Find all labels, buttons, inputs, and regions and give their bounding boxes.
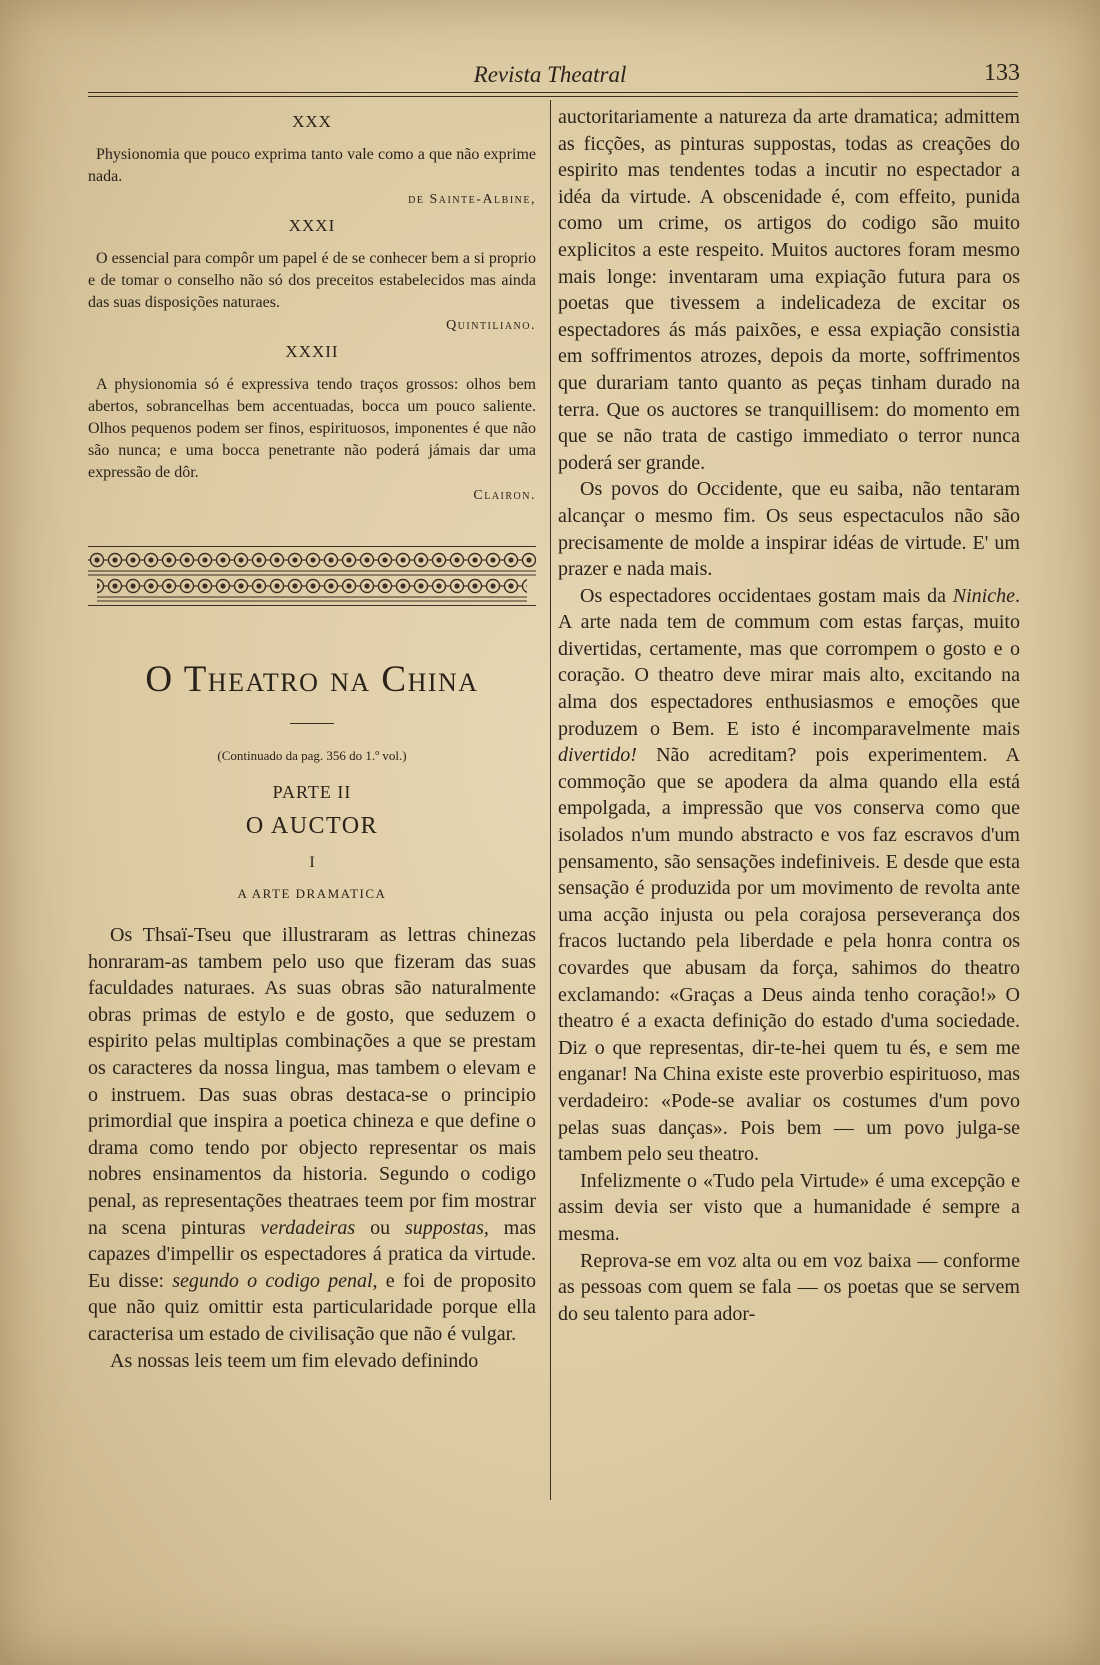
quote-text: O essencial para compôr um papel é de se conhecer bem a si proprio e de tomar o conselho não só dos preceitos estabelecidos mas ainda das suas disposições naturaes. (88, 250, 536, 311)
decorative-ornament-band (88, 546, 536, 606)
quote-author: Clairon. (473, 488, 536, 503)
article-paragraph: auctoritariamente a natureza da arte dramatica; admittem as ficções, as pinturas suppostas, todas as creações do espirito mas tendentes todas a incutir no espectador a idéa da virtude. A obscenidade é, com effeito, punida como um crime, os artigos do codigo são muito explicitos a este respeito. Muitos auctores foram mesmo mais longe: inventaram uma expiação futura para os poetas que tivessem a indelicadeza de excitar os espectadores ás más paixões, e essa expiação consistia em soffrimentos atrozes, depois da morte, soffrimentos que durariam tanto quanto as peças tinham durado na terra. Que os auctores se tranquillisem: do momento em que se não trata de castigo immediato o terror nunca poderá ser grande. (558, 106, 1020, 474)
chapter-subtitle: A ARTE DRAMATICA (237, 886, 387, 901)
quote-author: Quintiliano. (446, 318, 536, 333)
continued-note: (Continuado da pag. 356 do 1.º vol.) (217, 748, 407, 763)
quote-number: XXXII (285, 342, 339, 361)
article-title: O Theatro na China (145, 659, 479, 700)
quote-number: XXXI (288, 216, 336, 235)
ornament-pattern-icon (88, 547, 536, 605)
title-rule (290, 723, 334, 724)
running-header-title: Revista Theatral (473, 62, 627, 87)
article-paragraph: Os povos do Occidente, que eu saiba, não tentaram alcançar o mesmo fim. Os seus espectaculos não são precisamente de molde a inspirar idéas de virtude. E' um prazer e nada mais. (558, 478, 1020, 581)
quote-number: XXX (292, 112, 332, 131)
article-paragraph: Reprova-se em voz alta ou em voz baixa — conforme as pessoas com quem se fala — os poetas que se servem do seu talento para ador- (558, 1249, 1020, 1325)
quote-author: de Sainte-Albine, (408, 192, 536, 207)
column-divider (550, 100, 551, 1500)
header-rule-top (88, 92, 1018, 93)
page-number: 133 (984, 60, 1020, 86)
chapter-number: I (309, 854, 315, 871)
article-paragraph: Os Thsaï-Tseu que illustraram as lettras chinezas honraram-as tambem pelo uso que fizeram das suas faculdades naturaes. As suas obras são naturalmente obras primas de estylo e de gosto, que seduzem o espirito pelas multiplas combinações a que se prestam os caracteres da nossa lingua, mas tambem o elevam e o instruem. Das suas obras destaca-se o principio primordial que inspira a poetica chineza e que define o drama como tendo por objecto representar os mais nobres ensinamentos da historia. Segundo o codigo penal, as representações theatraes teem por fim mostrar na scena pinturas verdadeiras ou suppostas, mas capazes d'impellir os espectadores á pratica da virtude. Eu disse: segundo o codigo penal, e foi de proposito que não quiz omittir esta particularidade porque ella caracterisa um estado de civilisação que não é vulgar. (88, 924, 537, 1345)
article-paragraph: Os espectadores occidentaes gostam mais da Niniche. A arte nada tem de commum com estas farças, muito divertidas, certamente, mas que corrompem o gosto e o coração. O theatro deve mirar mais alto, excitando na alma dos espectadores enthusiasmos e emoções que produzem o Bem. E isto é incomparavelmente mais divertido! Não acreditam? pois experimentem. A commoção que se apodera da alma quando ella está empolgada, a impressão que vos conserva como que isolados n'um mundo abstracto e vos faz escravos d'um pensamento, são sensações indefiniveis. E desde que esta sensação é produzida por um movimento de revolta ante uma acção injusta ou pela corajosa perseverança dos fracos luctando pela liberdade e pela honra contra os covardes que abusam da força, sahimos do theatro exclamando: «Graças a Deus ainda tenho coração!» O theatro é a exacta definição do estado d'uma sociedade. Diz o que representas, dir-te-hei quem tu és, e sem me enganar! Na China existe este proverbio espirituoso, mas verdadeiro: «Pode-se avaliar os costumes d'um povo pelas suas danças». Pois bem — um povo julga-se tambem pelo seu theatro. (558, 584, 1020, 1166)
header-rule-bottom (88, 96, 1018, 97)
section-heading: O AUCTOR (245, 813, 379, 839)
article-paragraph: As nossas leis teem um fim elevado definindo (110, 1349, 479, 1372)
part-heading: PARTE II (272, 782, 352, 802)
quote-text: Physionomia que pouco exprima tanto vale como a que não exprime nada. (88, 146, 536, 185)
left-column (88, 104, 536, 1374)
quote-text: A physionomia só é expressiva tendo traços grossos: olhos bem abertos, sobrancelhas bem accentuadas, bocca um pouco saliente. Olhos pequenos podem ser finos, espirituosos, imponentes é que não são nunca; e uma bocca penetrante não poderá jámais dar uma expressão de dôr. (88, 376, 536, 481)
article-paragraph: Infelizmente o «Tudo pela Virtude» é uma excepção e assim devia ser visto que a humanidade é sempre a mesma. (558, 1169, 1020, 1245)
right-column (558, 104, 1020, 1327)
